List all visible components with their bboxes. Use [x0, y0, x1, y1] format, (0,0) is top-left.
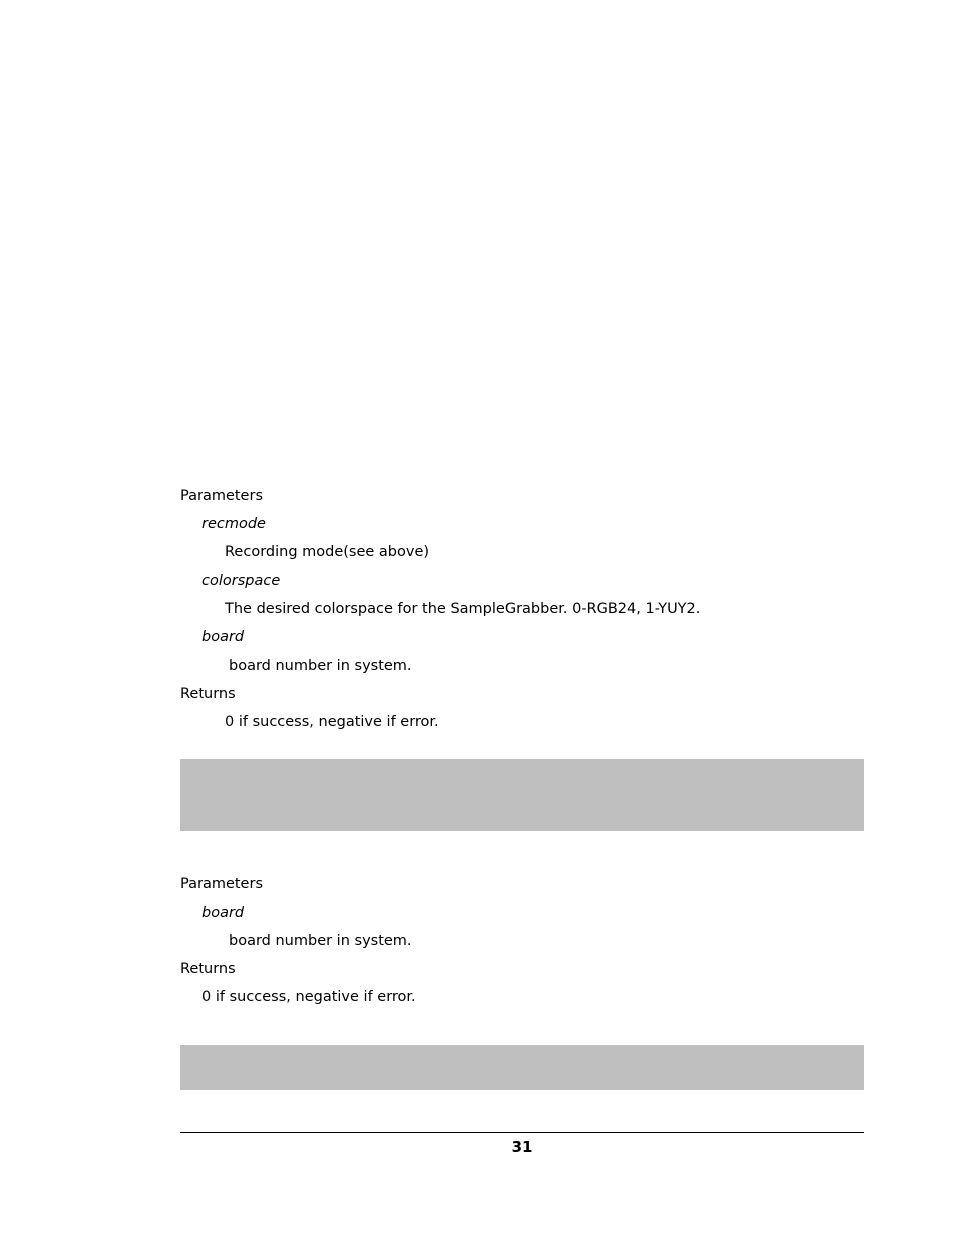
param-name-board: board	[202, 905, 245, 921]
param-desc-colorspace: The desired colorspace for the SampleGrabber. 0-RGB24, 1-YUY2.	[225, 601, 701, 617]
returns-text: 0 if success, negative if error.	[202, 989, 416, 1005]
parameters-heading: Parameters	[180, 876, 263, 892]
returns-heading: Returns	[180, 961, 236, 977]
param-name-recmode: recmode	[202, 516, 266, 532]
param-desc-board: board number in system.	[229, 658, 412, 674]
param-desc-board: board number in system.	[229, 933, 412, 949]
function-header-box	[180, 759, 864, 831]
function-header-box	[180, 1045, 864, 1090]
param-desc-recmode: Recording mode(see above)	[225, 544, 430, 560]
returns-text: 0 if success, negative if error.	[225, 714, 439, 730]
param-name-colorspace: colorspace	[202, 573, 281, 589]
footer-divider	[180, 1132, 864, 1133]
page-number: 31	[511, 1138, 533, 1156]
parameters-heading: Parameters	[180, 488, 263, 504]
param-name-board: board	[202, 629, 245, 645]
returns-heading: Returns	[180, 686, 236, 702]
